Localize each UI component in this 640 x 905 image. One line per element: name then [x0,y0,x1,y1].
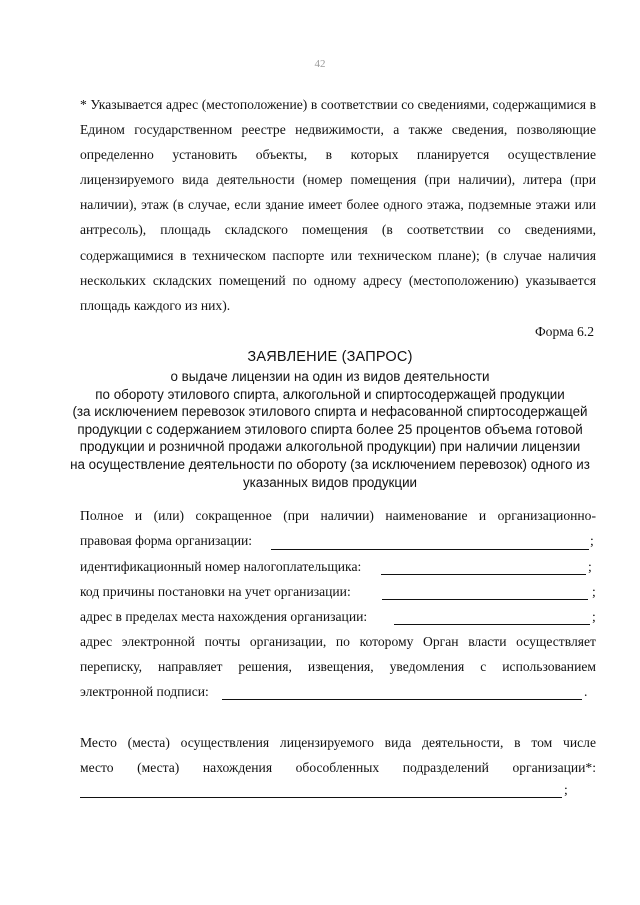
inn-field[interactable] [381,574,586,575]
org-name-label: Полное и (или) сокращенное (при наличии) наименование и организационно- [80,508,596,523]
inn-label: идентификационный номер налогоплательщика: [80,559,362,574]
email-label-line2: переписку, направляет решения, извещения, уведомления с использованием [80,659,596,674]
form-subtitle-line: продукции и розничной продажи алкогольной продукции) при наличии лицензии [79,439,581,455]
form-subtitle-line: о выдаче лицензии на один из видов деятельности [170,369,490,384]
email-label-line1: адрес электронной почты организации, по которому Орган власти осуществляет [80,634,596,649]
kpp-field[interactable] [382,599,588,600]
form-subtitle-line: по обороту этилового спирта, алкогольной и спиртосодержащей продукции [95,386,565,402]
kpp-semicolon: ; [592,584,596,599]
address-field[interactable] [394,624,590,625]
org-form-label: правовая форма организации: [80,533,253,548]
footnote-text: * Указывается адрес (местоположение) в соответствии со сведениями, содержащимися в Едином государственном реестре недвижимости, а также сведения, позволяющие определенно установить объекты, в которых планируется осуществление лицензируемого вида деятельности (номер помещения (при наличии), литера (при наличии), этаж (в случае, если здание имеет более одного этажа, подземные этажи или антресоль), площадь складского помещения (в соответствии со сведениями, содержащимися в техническом паспорте или техническом плане); (в случае наличия нескольких складских помещений по одному адресу (местоположению) указывается площадь каждого из них). [80,97,596,313]
place-label-line2: место (места) нахождения обособленных подразделений организации*: [80,760,596,775]
form-subtitle-line: продукции с содержанием этилового спирта более 25 процентов объема готовой [77,421,583,437]
email-field[interactable] [222,699,582,700]
kpp-label: код причины постановки на учет организации: [80,584,351,599]
inn-semicolon: ; [588,559,592,574]
form-title: ЗАЯВЛЕНИЕ (ЗАПРОС) [247,349,413,365]
form-number: Форма 6.2 [534,324,594,339]
org-name-field[interactable] [271,549,589,550]
address-label: адрес в пределах места нахождения организации: [80,609,368,624]
form-subtitle-line: (за исключением перевозок этилового спирта и нефасованной спиртосодержащей [72,404,588,420]
place-field[interactable] [80,797,562,798]
form-heading [60,346,600,491]
org-name-semicolon: ; [590,533,594,548]
page-number: 42 [314,58,326,70]
email-label-line3: электронной подписи: [80,684,209,699]
form-subtitle-line: указанных видов продукции [242,474,418,490]
form-subtitle-line: на осуществление деятельности по обороту (за исключением перевозок) одного из [70,456,590,472]
place-semicolon: ; [564,782,568,797]
email-period: . [584,684,588,699]
address-semicolon: ; [592,609,596,624]
place-label-line1: Место (места) осуществления лицензируемого вида деятельности, в том числе [80,735,596,750]
